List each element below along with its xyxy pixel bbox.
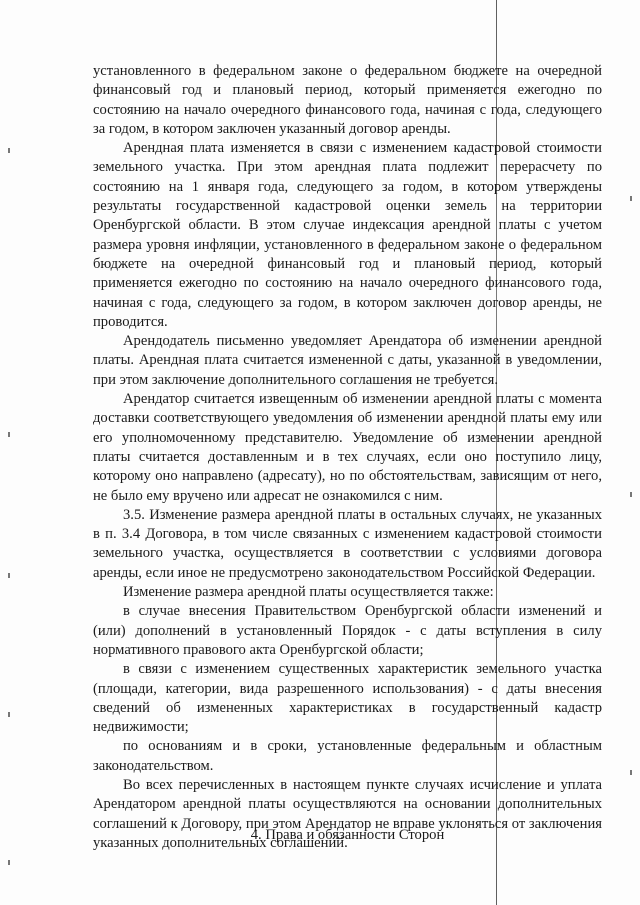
scan-margin-mark — [8, 573, 10, 578]
paragraph-clause-3-5: 3.5. Изменение размера арендной платы в остальных случаях, не указанных в п. 3.4 Договора, в том числе связанных с изменением кадастровой стоимости земельного участка, осуществляется в соответствии с условиями договора аренды, если иное не предусмотрено законодательством Российской Федерации. — [93, 506, 602, 581]
paragraph-tenant-notified: Арендатор считается извещенным об изменении арендной платы с момента доставки соответствующего уведомления об изменении арендной платы ему или его уполномоченному представителю. Уведомление об изменении арендной платы считается доставленным и в тех случаях, если оно поступило лицу, которому оно направлено (адресату), но по обстоятельствам, зависящим от него, не было ему вручено или адресат не ознакомился с ним. — [93, 391, 602, 504]
paragraph-cadastral-change: Арендная плата изменяется в связи с изменением кадастровой стоимости земельного участка. При этом арендная плата подлежит перерасчету по состоянию на 1 января года, следующего за годом, в котором утверждены результаты государственной кадастровой оценки земель на территории Оренбургской области. В этом случае индексация арендной платы с учетом размера уровня инфляции, установленного в федеральном законе о федеральном бюджете на очередной финансовый год и плановый период, который применяется ежегодно по состоянию на начало очередного финансового года, начиная с года, следующего за годом, в котором заключен договор аренды, не проводится. — [93, 140, 602, 330]
section-heading: 4. Права и обязанности Сторон — [250, 827, 445, 843]
paragraph-government-changes: в случае внесения Правительством Оренбургской области изменений и (или) дополнений в установленный Порядок - с даты вступления в силу нормативного правового акта Оренбургской области; — [93, 603, 602, 658]
scan-margin-mark — [8, 860, 10, 865]
document-body — [93, 62, 602, 853]
paragraph-characteristics-change: в связи с изменением существенных характеристик земельного участка (площади, категории, вида разрешенного использования) - с даты внесения сведений об измененных характеристиках в государственный кадастр недвижимости; — [93, 661, 602, 736]
paragraph-landlord-notice: Арендодатель письменно уведомляет Арендатора об изменении арендной платы. Арендная плата считается измененной с даты, указанной в уведомлении, при этом заключение дополнительного соглашения не требуется. — [93, 333, 602, 388]
paragraph-additional-agreements: Во всех перечисленных в настоящем пункте случаях исчисление и уплата Арендатором арендной платы осуществляются на основании дополнительных соглашений к Договору, при этом Арендатор не вправе уклоняться от заключения указанных дополнительных соглашений. — [93, 776, 602, 851]
scan-margin-mark — [8, 432, 10, 437]
scan-margin-mark — [630, 770, 632, 775]
scan-margin-mark — [8, 712, 10, 717]
paragraph-also-changes: Изменение размера арендной платы осуществляется также: — [123, 584, 494, 601]
scan-margin-mark — [630, 492, 632, 497]
paragraph-legal-grounds: по основаниям и в сроки, установленные федеральным и областным законодательством. — [93, 738, 602, 774]
paragraph-continuation: установленного в федеральном законе о федеральном бюджете на очередной финансовый год и плановый период, который применяется ежегодно по состоянию на начало очередного финансового года, начиная с года, следующего за годом, в котором заключен указанный договор аренды. — [93, 63, 602, 137]
scan-margin-mark — [630, 196, 632, 201]
scan-margin-mark — [8, 148, 10, 153]
